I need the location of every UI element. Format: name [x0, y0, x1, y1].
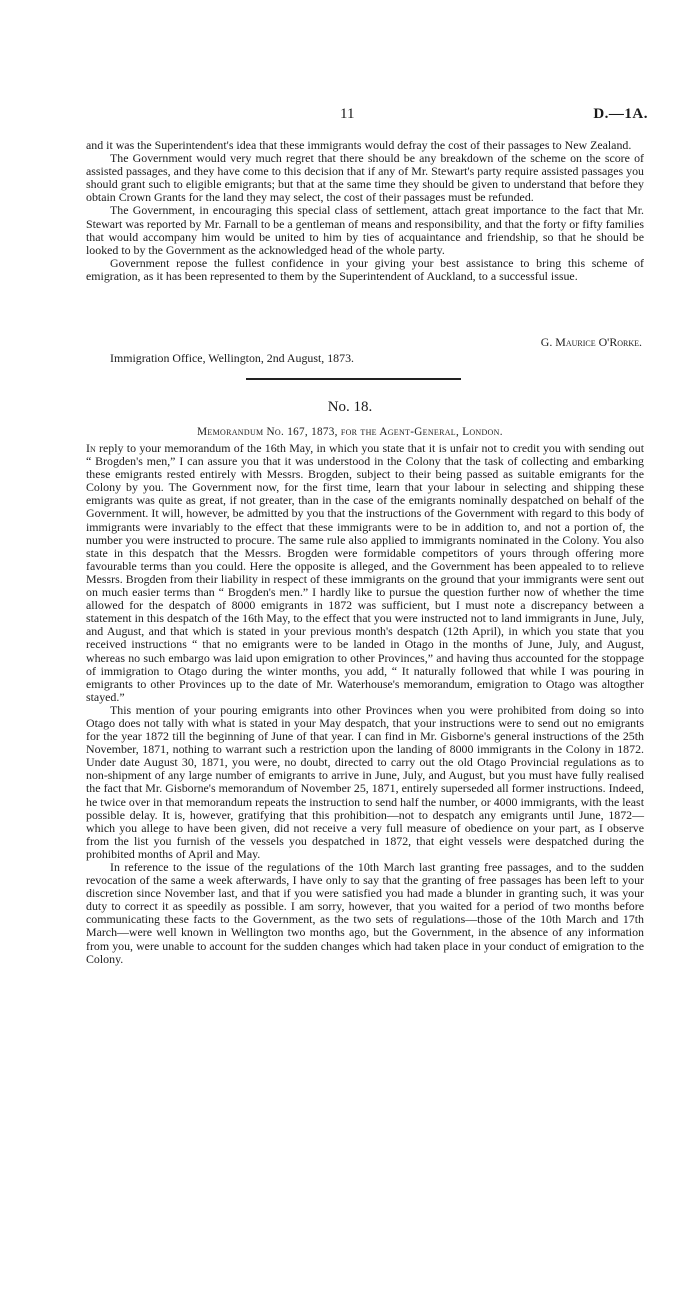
paragraph: This mention of your pouring emigrants into other Provinces when you were prohibited from doing so into Otago does not tally with what is stated in your May despatch, that your instructions were to send out no emigrants for the year 1872 till the beginning of June of that year. I can find in Mr. Gisborne's general instructions of the 25th November, 1871, nothing to warrant such a restriction upon the landing of 8000 immigrants in the Colony in 1872. Under date August 30, 1871, you were, no doubt, directed to carry out the old Otago Provincial regulations as to non-shipment of any large number of emigrants to arrive in June, July, and August, but you must have fully realised the fact that Mr. Gisborne's memorandum of November 25, 1871, entirely superseded all former instructions. Indeed, he twice over in that memorandum repeats the instruction to send half the number, or 4000 immigrants, with the least possible delay. It is, however, gratifying that this prohibition—not to despatch any emigrants until June, 1872—which you allege to have been given, did not receive a very full measure of obedience on your part, as I observe from the list you furnish of the vessels you despatched in 1872, that eight vessels were despatched during the prohibited months of April and May. [86, 702, 644, 861]
letter-continuation [86, 139, 644, 283]
opening-word: In [86, 441, 96, 455]
signature [541, 335, 642, 350]
section-heading: No. 18. [327, 399, 373, 415]
paragraph: In reference to the issue of the regulations of the 10th March last granting free passages, and to the sudden revocation of the same a week afterwards, I have only to say that the granting of free passages has been left to your discretion since November last, and that if you were satisfied you had made a blunder in granting such, it was your duty to correct it as speedily as possible. I am sorry, however, that you waited for a period of two months before communicating these facts to the Government, as the two sets of regulations—those of the 10th March and 17th March—were well known in Wellington two months ago, but the Government, in the absence of any information from you, were unable to account for the sudden changes which had taken place in your conduct of emigration to the Colony. [86, 860, 644, 966]
document-reference: D.—1A. [593, 106, 648, 122]
memorandum-title [0, 426, 700, 438]
paragraph: and it was the Superintendent's idea that these immigrants would defray the cost of their passages to New Zealand. [86, 138, 632, 152]
paragraph: Government repose the fullest confidence in your giving your best assistance to bring this scheme of emigration, as it has been represented to them by the Superintendent of Auckland, to a successful issue. [86, 255, 644, 283]
section-divider [246, 378, 461, 380]
signature-name: G. Maurice O'Rorke. [540, 335, 642, 349]
page-number: 11 [340, 106, 355, 122]
memorandum-body [86, 442, 644, 966]
paragraph-text: reply to your memorandum of the 16th May, in which you state that it is unfair not to credit you with sending out “ Brogden's men,” I can assure you that it was understood in the Colony that the task of collecting and embarking these emigrants rested entirely with Messrs. Brogden, subject to their being passed as suitable emigrants for the Colony by you. The Government now, for the first time, learn that your labour in selecting and shipping these emigrants was quite as great, if not greater, than in the case of the emigrants nominally despatched on behalf of the Government. It will, however, be admitted by you that the instructions of the Government with regard to this body of immigrants were invariably to the effect that these immigrants were to be in addition to, and not a portion of, the number you were instructed to procure. The same rule also applied to immigrants nominated in the Colony. You also state in this despatch that the Messrs. Brogden were formidable competitors of yours through offering more favourable terms than you could. Here the opposite is alleged, and the Government has been appealed to to relieve Messrs. Brogden from their liability in respect of these immigrants on the ground that your immigrants were sent out on much easier terms than “ Brogden's men.” I hardly like to pursue the question further now of whether the time allowed for the despatch of 8000 emigrants in 1872 was sufficient, but I must note a discrepancy between a statement in this despatch of the 16th May, to the effect that you were instructed not to land immigrants in June, July, and August, and that which is stated in your previous month's despatch (12th April), in which you state that you received instructions “ that no emigrants were to be landed in Otago in the months of June, July, and August, whereas no such embargo was laid upon emigration to other Provinces,” and having thus accounted for the stoppage of immigration to Otago during the winter months, you add, “ It naturally followed that while I was pouring in emigrants to other Provinces up to the date of Mr. Waterhouse's memorandum, emigration to Otago was altogther stayed.” [86, 441, 644, 704]
place-date-line: Immigration Office, Wellington, 2nd August, 1873. [110, 351, 354, 365]
memorandum-title-text: Memorandum No. 167, 1873, for the Agent-General, London. [197, 426, 503, 438]
paragraph: The Government, in encouraging this special class of settlement, attach great importance to the fact that Mr. Stewart was reported by Mr. Farnall to be a gentleman of means and responsibility, and that the forty or fifty families that would accompany him would be united to him by ties of acquaintance and friendship, so that he should be looked to by the Government as the acknowledged head of the whole party. [86, 203, 644, 257]
paragraph [86, 442, 644, 704]
paragraph: The Government would very much regret that there should be any breakdown of the scheme on the score of assisted passages, and they have come to this decision that if any of Mr. Stewart's party require assisted passages you should grant such to eligible emigrants; but that at the same time they should be given to understand that before they obtain Crown Grants for the land they may select, the cost of their passages must be refunded. [86, 151, 644, 205]
page-header [0, 106, 700, 126]
